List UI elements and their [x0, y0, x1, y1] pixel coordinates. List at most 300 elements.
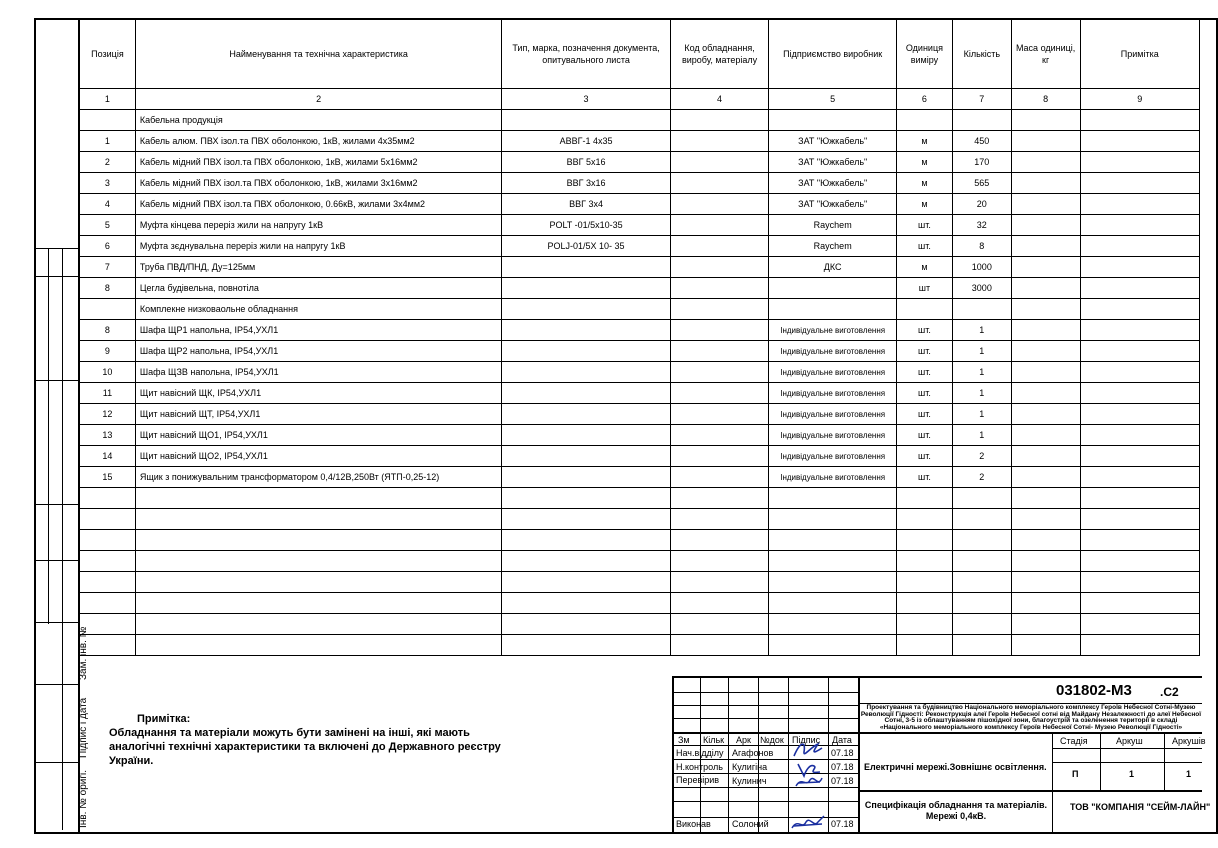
- cell-position: 8: [80, 320, 136, 341]
- cell-mass: [1011, 236, 1080, 257]
- empty-cell: [670, 530, 769, 551]
- empty-cell: [1011, 530, 1080, 551]
- cell-unit: м: [896, 152, 952, 173]
- cell-name: Комплекне низковаольне обладнання: [135, 299, 502, 320]
- table-row: [80, 446, 1200, 467]
- cell-quantity: 1: [952, 341, 1011, 362]
- empty-cell: [896, 593, 952, 614]
- cell-note: [1080, 425, 1199, 446]
- column-numbers-row: [80, 89, 1200, 110]
- empty-cell: [670, 614, 769, 635]
- date-checked: 07.18: [831, 776, 854, 786]
- cell-code: [670, 215, 769, 236]
- name-done: Солоний: [732, 819, 769, 829]
- name-head: Агафонов: [732, 748, 774, 758]
- role-control: Н.контроль: [676, 762, 723, 772]
- signature-3: [792, 774, 826, 790]
- col-number: 8: [1011, 89, 1080, 110]
- col-header-note: Примітка: [1080, 19, 1199, 89]
- empty-cell: [135, 488, 502, 509]
- cell-name: Шафа ЩЗВ напольна, ІР54,УХЛ1: [135, 362, 502, 383]
- cell-type: [502, 446, 670, 467]
- cell-manufacturer: Raychem: [769, 215, 897, 236]
- col-number: 5: [769, 89, 897, 110]
- table-row: [80, 362, 1200, 383]
- cell-note: [1080, 404, 1199, 425]
- date-control: 07.18: [831, 762, 854, 772]
- cell-mass: [1011, 215, 1080, 236]
- table-row: [80, 278, 1200, 299]
- empty-cell: [80, 572, 136, 593]
- empty-cell: [135, 572, 502, 593]
- empty-cell: [952, 614, 1011, 635]
- table-row: [80, 152, 1200, 173]
- cell-code: [670, 341, 769, 362]
- empty-cell: [670, 488, 769, 509]
- cell-unit: шт.: [896, 383, 952, 404]
- cell-name: Муфта зєднувальна переріз жили на напругу 1кВ: [135, 236, 502, 257]
- cell-mass: [1011, 110, 1080, 131]
- cell-manufacturer: ЗАТ "Южкабель": [769, 194, 897, 215]
- cell-note: [1080, 320, 1199, 341]
- empty-cell: [670, 593, 769, 614]
- cell-manufacturer: Індивідуальне виготовлення: [769, 341, 897, 362]
- cell-type: [502, 278, 670, 299]
- role-checked: Перевірив: [676, 775, 720, 785]
- empty-cell: [80, 530, 136, 551]
- cell-note: [1080, 341, 1199, 362]
- empty-cell: [502, 635, 670, 656]
- cell-code: [670, 404, 769, 425]
- cell-mass: [1011, 467, 1080, 488]
- cell-mass: [1011, 299, 1080, 320]
- col-header-mass: Маса одиниці, кг: [1011, 19, 1080, 89]
- cell-quantity: 3000: [952, 278, 1011, 299]
- col-header-code: Код обладнання, виробу, матеріалу: [670, 19, 769, 89]
- cell-manufacturer: Індивідуальне виготовлення: [769, 446, 897, 467]
- empty-cell: [80, 551, 136, 572]
- cell-code: [670, 425, 769, 446]
- empty-cell: [80, 614, 136, 635]
- cell-unit: [896, 299, 952, 320]
- empty-cell: [1011, 488, 1080, 509]
- cell-mass: [1011, 383, 1080, 404]
- cell-manufacturer: ДКС: [769, 257, 897, 278]
- empty-cell: [952, 509, 1011, 530]
- cell-manufacturer: Індивідуальне виготовлення: [769, 383, 897, 404]
- cell-quantity: 1: [952, 383, 1011, 404]
- empty-cell: [1011, 593, 1080, 614]
- header-ndok: №док: [760, 735, 784, 745]
- cell-mass: [1011, 173, 1080, 194]
- stage-header: Стадія: [1060, 736, 1088, 746]
- table-row: [80, 425, 1200, 446]
- empty-cell: [1080, 572, 1199, 593]
- cell-code: [670, 194, 769, 215]
- empty-cell: [502, 593, 670, 614]
- cell-unit: шт.: [896, 341, 952, 362]
- cell-unit: м: [896, 194, 952, 215]
- date-head: 07.18: [831, 748, 854, 758]
- cell-quantity: 1: [952, 362, 1011, 383]
- cell-note: [1080, 278, 1199, 299]
- cell-manufacturer: Індивідуальне виготовлення: [769, 320, 897, 341]
- cell-unit: шт.: [896, 446, 952, 467]
- cell-type: ВВГ 3х16: [502, 173, 670, 194]
- cell-quantity: 32: [952, 215, 1011, 236]
- cell-position: [80, 299, 136, 320]
- cell-code: [670, 152, 769, 173]
- cell-unit: м: [896, 257, 952, 278]
- cell-note: [1080, 152, 1199, 173]
- cell-name: Кабельна продукція: [135, 110, 502, 131]
- cell-type: [502, 257, 670, 278]
- col-number: 6: [896, 89, 952, 110]
- empty-cell: [1011, 551, 1080, 572]
- cell-note: [1080, 446, 1199, 467]
- empty-cell: [670, 572, 769, 593]
- cell-mass: [1011, 278, 1080, 299]
- cell-type: [502, 404, 670, 425]
- table-row: [80, 173, 1200, 194]
- cell-unit: шт: [896, 278, 952, 299]
- cell-note: [1080, 467, 1199, 488]
- cell-position: 2: [80, 152, 136, 173]
- signature-4: [790, 814, 828, 832]
- table-row: [80, 194, 1200, 215]
- cell-quantity: 565: [952, 173, 1011, 194]
- empty-cell: [769, 530, 897, 551]
- empty-cell: [135, 530, 502, 551]
- header-pidpys: Підпис: [792, 735, 821, 745]
- col-number: 7: [952, 89, 1011, 110]
- empty-cell: [502, 530, 670, 551]
- cell-unit: м: [896, 131, 952, 152]
- cell-code: [670, 446, 769, 467]
- cell-unit: шт.: [896, 404, 952, 425]
- sheets-header: Аркушів: [1172, 736, 1206, 746]
- document-title: Специфікація обладнання та матеріалів. Мережі 0,4кВ.: [864, 800, 1048, 821]
- cell-name: Кабель алюм. ПВХ ізол.та ПВХ оболонкою, 1кВ, жилами 4х35мм2: [135, 131, 502, 152]
- cell-quantity: [952, 110, 1011, 131]
- cell-name: Цегла будівельна, повнотіла: [135, 278, 502, 299]
- inv-orig-label: Інв. № оригі.: [78, 769, 89, 828]
- empty-cell: [896, 572, 952, 593]
- cell-quantity: 1: [952, 425, 1011, 446]
- cell-type: [502, 299, 670, 320]
- cell-note: [1080, 362, 1199, 383]
- signature-date-label: Підпис і дата: [78, 697, 89, 758]
- empty-cell: [502, 488, 670, 509]
- table-row: [80, 383, 1200, 404]
- cell-type: [502, 320, 670, 341]
- col-header-name: Найменування та технічна характеристика: [135, 19, 502, 89]
- cell-type: POLJ-01/5Х 10- 35: [502, 236, 670, 257]
- table-row: [80, 110, 1200, 131]
- empty-cell: [80, 593, 136, 614]
- cell-name: Кабель мідний ПВХ ізол.та ПВХ оболонкою, 1кВ, жилами 3х16мм2: [135, 173, 502, 194]
- signature-1: [792, 738, 826, 760]
- col-header-position: Позиція: [80, 19, 136, 89]
- cell-manufacturer: [769, 110, 897, 131]
- company-name: ТОВ "КОМПАНІЯ "СЕЙМ-ЛАЙН": [1070, 802, 1211, 812]
- empty-row: [80, 551, 1200, 572]
- cell-mass: [1011, 194, 1080, 215]
- empty-cell: [1080, 488, 1199, 509]
- col-number: 3: [502, 89, 670, 110]
- cell-unit: шт.: [896, 320, 952, 341]
- header-kilk: Кільк: [703, 735, 725, 745]
- cell-name: Кабель мідний ПВХ ізол.та ПВХ оболонкою, 1кВ, жилами 5х16мм2: [135, 152, 502, 173]
- empty-cell: [502, 614, 670, 635]
- empty-cell: [896, 614, 952, 635]
- cell-manufacturer: Індивідуальне виготовлення: [769, 362, 897, 383]
- date-done: 07.18: [831, 819, 854, 829]
- empty-cell: [1011, 614, 1080, 635]
- cell-position: 7: [80, 257, 136, 278]
- empty-cell: [769, 614, 897, 635]
- cell-quantity: 8: [952, 236, 1011, 257]
- empty-cell: [769, 635, 897, 656]
- cell-mass: [1011, 341, 1080, 362]
- project-description: Проектування та будівництво Національного меморіального комплексу Героїв Небесної Сотні-Музею Революції Гідності: Реконструкція алеї Героїв Небесної сотні від Майдану Незалежності до алеї Небесної Сотні, 3-5 із облаштуванням пішохідної зони, благоустрій та озеленення території в складі «Національного меморіального комплексу Героїв Небесної Сотні- Музею Революції Гідності»: [860, 704, 1202, 731]
- cell-manufacturer: Індивідуальне виготовлення: [769, 425, 897, 446]
- cell-position: 15: [80, 467, 136, 488]
- sheet-header: Аркуш: [1116, 736, 1143, 746]
- col-number: 4: [670, 89, 769, 110]
- cell-type: ВВГ 3х4: [502, 194, 670, 215]
- col-number: 1: [80, 89, 136, 110]
- cell-code: [670, 362, 769, 383]
- empty-cell: [952, 488, 1011, 509]
- empty-cell: [502, 572, 670, 593]
- document-code-suffix: .С2: [1160, 685, 1179, 699]
- cell-mass: [1011, 425, 1080, 446]
- cell-name: Щит навісний ЩО1, ІР54,УХЛ1: [135, 425, 502, 446]
- cell-code: [670, 236, 769, 257]
- empty-cell: [896, 509, 952, 530]
- cell-position: 3: [80, 173, 136, 194]
- cell-name: Муфта кінцева переріз жили на напругу 1кВ: [135, 215, 502, 236]
- table-row: [80, 257, 1200, 278]
- cell-unit: шт.: [896, 236, 952, 257]
- cell-note: [1080, 236, 1199, 257]
- cell-type: [502, 467, 670, 488]
- table-row: [80, 467, 1200, 488]
- cell-position: 12: [80, 404, 136, 425]
- cell-type: [502, 362, 670, 383]
- cell-type: POLT -01/5х10-35: [502, 215, 670, 236]
- empty-row: [80, 530, 1200, 551]
- empty-cell: [1080, 530, 1199, 551]
- empty-cell: [1080, 593, 1199, 614]
- cell-manufacturer: [769, 299, 897, 320]
- cell-code: [670, 131, 769, 152]
- empty-cell: [135, 551, 502, 572]
- cell-note: [1080, 383, 1199, 404]
- stage-value: П: [1072, 769, 1079, 779]
- cell-note: [1080, 194, 1199, 215]
- header-data: Дата: [832, 735, 852, 745]
- cell-code: [670, 320, 769, 341]
- cell-type: [502, 383, 670, 404]
- col-header-unit: Одиниця виміру: [896, 19, 952, 89]
- cell-code: [670, 257, 769, 278]
- cell-name: Шафа ЩР1 напольна, ІР54,УХЛ1: [135, 320, 502, 341]
- cell-code: [670, 299, 769, 320]
- note-text: Обладнання та матеріали можуть бути замінені на інші, які мають аналогічні технічні характеристики та включені до Державного реєстру України.: [109, 727, 501, 767]
- cell-manufacturer: ЗАТ "Южкабель": [769, 152, 897, 173]
- cell-type: [502, 341, 670, 362]
- name-control: Кулигіна: [732, 762, 768, 772]
- cell-unit: шт.: [896, 425, 952, 446]
- sheets-value: 1: [1186, 769, 1192, 779]
- empty-cell: [896, 530, 952, 551]
- document-code: 031802-М3: [1056, 682, 1132, 699]
- empty-cell: [80, 488, 136, 509]
- empty-cell: [135, 635, 502, 656]
- empty-cell: [1011, 635, 1080, 656]
- cell-mass: [1011, 131, 1080, 152]
- empty-cell: [1011, 509, 1080, 530]
- cell-mass: [1011, 152, 1080, 173]
- cell-manufacturer: Raychem: [769, 236, 897, 257]
- col-header-quantity: Кількість: [952, 19, 1011, 89]
- empty-row: [80, 593, 1200, 614]
- cell-name: Щит навісний ЩК, ІР54,УХЛ1: [135, 383, 502, 404]
- cell-name: Щит навісний ЩО2, ІР54,УХЛ1: [135, 446, 502, 467]
- empty-cell: [769, 572, 897, 593]
- empty-row: [80, 614, 1200, 635]
- cell-note: [1080, 110, 1199, 131]
- empty-cell: [80, 509, 136, 530]
- cell-unit: шт.: [896, 362, 952, 383]
- cell-manufacturer: ЗАТ "Южкабель": [769, 173, 897, 194]
- binding-strip: [34, 18, 89, 832]
- cell-quantity: 1000: [952, 257, 1011, 278]
- cell-quantity: 450: [952, 131, 1011, 152]
- cell-quantity: 170: [952, 152, 1011, 173]
- cell-code: [670, 467, 769, 488]
- empty-cell: [502, 551, 670, 572]
- cell-unit: шт.: [896, 467, 952, 488]
- cell-code: [670, 110, 769, 131]
- table-row: [80, 341, 1200, 362]
- cell-code: [670, 383, 769, 404]
- empty-cell: [952, 572, 1011, 593]
- zam-inv-label: Зам. інв. №: [78, 626, 89, 680]
- empty-cell: [1011, 572, 1080, 593]
- table-row: [80, 236, 1200, 257]
- table-row: [80, 215, 1200, 236]
- empty-cell: [952, 530, 1011, 551]
- cell-type: ВВГ 5х16: [502, 152, 670, 173]
- empty-cell: [670, 509, 769, 530]
- cell-quantity: 2: [952, 446, 1011, 467]
- cell-position: 8: [80, 278, 136, 299]
- cell-position: 6: [80, 236, 136, 257]
- table-row: [80, 320, 1200, 341]
- empty-cell: [769, 593, 897, 614]
- header-row: [80, 19, 1200, 89]
- cell-position: 9: [80, 341, 136, 362]
- empty-cell: [135, 509, 502, 530]
- empty-cell: [670, 551, 769, 572]
- cell-code: [670, 278, 769, 299]
- cell-position: 14: [80, 446, 136, 467]
- cell-mass: [1011, 362, 1080, 383]
- cell-quantity: 1: [952, 320, 1011, 341]
- cell-unit: м: [896, 173, 952, 194]
- cell-type: [502, 110, 670, 131]
- title-block: [672, 676, 1211, 832]
- note-block: [109, 712, 517, 768]
- empty-cell: [952, 635, 1011, 656]
- cell-note: [1080, 257, 1199, 278]
- table-row: [80, 404, 1200, 425]
- cell-manufacturer: ЗАТ "Южкабель": [769, 131, 897, 152]
- empty-cell: [896, 488, 952, 509]
- cell-position: 4: [80, 194, 136, 215]
- empty-cell: [135, 593, 502, 614]
- cell-mass: [1011, 446, 1080, 467]
- cell-quantity: 1: [952, 404, 1011, 425]
- cell-position: [80, 110, 136, 131]
- empty-cell: [769, 551, 897, 572]
- cell-code: [670, 173, 769, 194]
- header-ark: Арк: [736, 735, 751, 745]
- cell-type: [502, 425, 670, 446]
- cell-note: [1080, 131, 1199, 152]
- cell-manufacturer: [769, 278, 897, 299]
- role-head: Нач.відділу: [676, 748, 724, 758]
- cell-manufacturer: Індивідуальне виготовлення: [769, 404, 897, 425]
- cell-type: АВВГ-1 4х35: [502, 131, 670, 152]
- empty-cell: [1080, 551, 1199, 572]
- col-header-type: Тип, марка, позначення документа, опитувального листа: [502, 19, 670, 89]
- empty-cell: [769, 488, 897, 509]
- empty-row: [80, 488, 1200, 509]
- cell-quantity: 2: [952, 467, 1011, 488]
- cell-mass: [1011, 404, 1080, 425]
- cell-note: [1080, 299, 1199, 320]
- name-checked: Кулинич: [732, 776, 767, 786]
- cell-manufacturer: Індивідуальне виготовлення: [769, 467, 897, 488]
- empty-row: [80, 509, 1200, 530]
- empty-cell: [1080, 614, 1199, 635]
- cell-unit: [896, 110, 952, 131]
- specification-table: [79, 18, 1200, 656]
- cell-name: Кабель мідний ПВХ ізол.та ПВХ оболонкою, 0.66кВ, жилами 3х4мм2: [135, 194, 502, 215]
- col-number: 2: [135, 89, 502, 110]
- empty-cell: [670, 635, 769, 656]
- empty-cell: [896, 551, 952, 572]
- empty-cell: [952, 551, 1011, 572]
- col-header-manufacturer: Підприємство виробник: [769, 19, 897, 89]
- empty-cell: [80, 635, 136, 656]
- cell-name: Шафа ЩР2 напольна, ІР54,УХЛ1: [135, 341, 502, 362]
- cell-position: 10: [80, 362, 136, 383]
- cell-name: Ящик з понижувальним трансформатором 0,4/12В,250Вт (ЯТП-0,25-12): [135, 467, 502, 488]
- cell-mass: [1011, 257, 1080, 278]
- table-row: [80, 131, 1200, 152]
- note-title: Примітка:: [137, 713, 191, 725]
- empty-row: [80, 635, 1200, 656]
- empty-cell: [896, 635, 952, 656]
- empty-cell: [952, 593, 1011, 614]
- cell-position: 13: [80, 425, 136, 446]
- empty-cell: [1080, 635, 1199, 656]
